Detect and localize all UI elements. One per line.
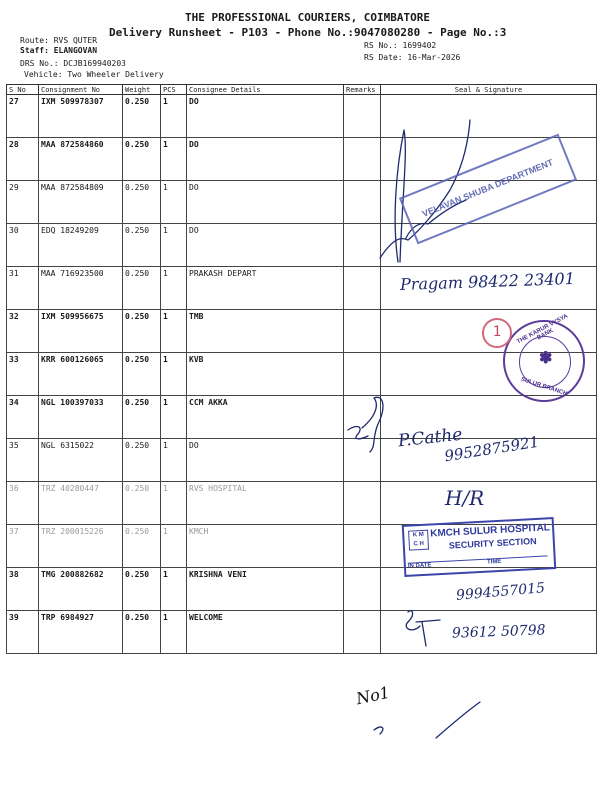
- cell-weight: 0.250: [123, 181, 161, 224]
- cell-pcs: 1: [161, 224, 187, 267]
- col-remarks: Remarks: [344, 85, 381, 95]
- cell-weight: 0.250: [123, 95, 161, 138]
- kmch-logo-icon: K M C H: [408, 530, 429, 551]
- cell-weight: 0.250: [123, 525, 161, 568]
- velavan-stamp-text: VELAVAN SHUBA DEPARTMENT: [420, 157, 555, 219]
- cell-pcs: 1: [161, 353, 187, 396]
- cell-remarks: [344, 568, 381, 611]
- table-row: [7, 396, 597, 439]
- cell-remarks: [344, 267, 381, 310]
- cell-remarks: [344, 482, 381, 525]
- cell-weight: 0.250: [123, 396, 161, 439]
- cell-consignment: TRZ 40280447: [39, 482, 123, 525]
- col-weight: Weight: [123, 85, 161, 95]
- cell-consignment: IXM 509956675: [39, 310, 123, 353]
- handwritten-phone-39: 93612 50798: [451, 622, 546, 642]
- cell-sno: 32: [7, 310, 39, 353]
- cell-sno: 35: [7, 439, 39, 482]
- signature-stroke: [374, 727, 383, 734]
- cell-remarks: [344, 310, 381, 353]
- cell-weight: 0.250: [123, 439, 161, 482]
- bank-round-seal: [503, 313, 585, 402]
- cell-consignment: TMG 200882682: [39, 568, 123, 611]
- cell-consignee: KMCH: [187, 525, 344, 568]
- col-sno: S No: [7, 85, 39, 95]
- cell-weight: 0.250: [123, 482, 161, 525]
- cell-pcs: 1: [161, 568, 187, 611]
- cell-consignee: DO: [187, 224, 344, 267]
- cell-sno: 28: [7, 138, 39, 181]
- cell-remarks: [344, 224, 381, 267]
- cell-pcs: 1: [161, 310, 187, 353]
- kmch-in-date-label: IN DATE: [407, 562, 432, 570]
- cell-consignee: PRAKASH DEPART: [187, 267, 344, 310]
- cell-weight: 0.250: [123, 568, 161, 611]
- rs-date: RS Date: 16-Mar-2026: [364, 53, 461, 62]
- cell-weight: 0.250: [123, 310, 161, 353]
- cell-sno: 29: [7, 181, 39, 224]
- kmch-stamp-title: KMCH SULUR HOSPITAL: [429, 522, 551, 540]
- cell-consignee: TMB: [187, 310, 344, 353]
- cell-pcs: 1: [161, 482, 187, 525]
- col-pcs: PCS: [161, 85, 187, 95]
- cell-pcs: 1: [161, 267, 187, 310]
- cell-consignment: NGL 100397033: [39, 396, 123, 439]
- cell-consignment: NGL 6315022: [39, 439, 123, 482]
- col-seal-signature: Seal & Signature: [381, 85, 597, 95]
- cell-sno: 39: [7, 611, 39, 654]
- cell-remarks: [344, 353, 381, 396]
- cell-remarks: [344, 439, 381, 482]
- cell-consignment: IXM 509978307: [39, 95, 123, 138]
- cell-pcs: 1: [161, 439, 187, 482]
- cell-sno: 27: [7, 95, 39, 138]
- cell-weight: 0.250: [123, 267, 161, 310]
- handwritten-bottom-note: No1: [354, 682, 392, 709]
- kmch-time-label: TIME: [486, 558, 502, 566]
- cell-weight: 0.250: [123, 224, 161, 267]
- cell-consignment: KRR 600126065: [39, 353, 123, 396]
- cell-consignee: RVS HOSPITAL: [187, 482, 344, 525]
- seal-branch: SULUR BRANCH: [520, 376, 568, 398]
- cell-remarks: [344, 181, 381, 224]
- table-row: [7, 482, 597, 525]
- cell-remarks: [344, 525, 381, 568]
- cell-remarks: [344, 95, 381, 138]
- cell-consignment: TRZ 200015226: [39, 525, 123, 568]
- seal-emblem-icon: ✽: [539, 350, 553, 367]
- handwritten-hr: H/R: [445, 486, 485, 510]
- handwritten-signature-phone-31: Pragam 98422 23401: [399, 268, 576, 295]
- kmch-stamp: [402, 517, 557, 577]
- handwritten-phone-38: 9994557015: [455, 580, 546, 604]
- cell-signature: [381, 95, 597, 138]
- cell-sno: 31: [7, 267, 39, 310]
- handwritten-phone-35: 9952875921: [443, 432, 541, 466]
- cell-pcs: 1: [161, 611, 187, 654]
- cell-consignment: EDQ 18249209: [39, 224, 123, 267]
- col-consignment: Consignment No: [39, 85, 123, 95]
- cell-consignment: MAA 716923500: [39, 267, 123, 310]
- table-row: [7, 224, 597, 267]
- cell-pcs: 1: [161, 95, 187, 138]
- route-label: Route: RVS QUTER: [20, 36, 98, 45]
- cell-signature: [381, 482, 597, 525]
- cell-pcs: 1: [161, 396, 187, 439]
- cell-remarks: [344, 138, 381, 181]
- signature-stroke: [436, 702, 480, 738]
- cell-consignment: TRP 6984927: [39, 611, 123, 654]
- company-title: THE PROFESSIONAL COURIERS, COIMBATORE: [185, 11, 431, 24]
- runsheet-subtitle: Delivery Runsheet - P103 - Phone No.:9047080280 - Page No.:3: [109, 26, 507, 39]
- cell-remarks: [344, 611, 381, 654]
- cell-sno: 37: [7, 525, 39, 568]
- handwritten-signature-cathe: P.Cathe: [397, 424, 464, 452]
- cell-consignment: MAA 872584809: [39, 181, 123, 224]
- cell-consignee: DO: [187, 95, 344, 138]
- rs-number: RS No.: 1699402: [364, 41, 437, 50]
- cell-sno: 36: [7, 482, 39, 525]
- cell-consignee: CCM AKKA: [187, 396, 344, 439]
- seal-bank-name: THE KARUR VYSYA BANK: [516, 313, 570, 346]
- cell-remarks: [344, 396, 381, 439]
- cell-consignment: MAA 872584860: [39, 138, 123, 181]
- cell-consignee: DO: [187, 181, 344, 224]
- table-header: [7, 85, 597, 95]
- cell-consignee: WELCOME: [187, 611, 344, 654]
- cell-consignee: DO: [187, 439, 344, 482]
- cell-sno: 38: [7, 568, 39, 611]
- cell-weight: 0.250: [123, 611, 161, 654]
- table-row: [7, 95, 597, 138]
- cell-pcs: 1: [161, 138, 187, 181]
- cell-consignee: KRISHNA VENI: [187, 568, 344, 611]
- cell-sno: 33: [7, 353, 39, 396]
- cell-consignee: DO: [187, 138, 344, 181]
- cell-consignee: KVB: [187, 353, 344, 396]
- cell-weight: 0.250: [123, 353, 161, 396]
- kmch-stamp-subtitle: SECURITY SECTION: [448, 535, 537, 551]
- drs-number: DRS No.: DCJB169940203: [20, 59, 126, 68]
- cell-pcs: 1: [161, 181, 187, 224]
- col-consignee: Consignee Details: [187, 85, 344, 95]
- cell-sno: 30: [7, 224, 39, 267]
- vehicle-label: Vehicle: Two Wheeler Delivery: [24, 70, 164, 79]
- cell-sno: 34: [7, 396, 39, 439]
- staff-label: Staff: ELANGOVAN: [20, 46, 98, 55]
- cell-weight: 0.250: [123, 138, 161, 181]
- red-circle-mark-icon: 1: [482, 318, 512, 348]
- cell-pcs: 1: [161, 525, 187, 568]
